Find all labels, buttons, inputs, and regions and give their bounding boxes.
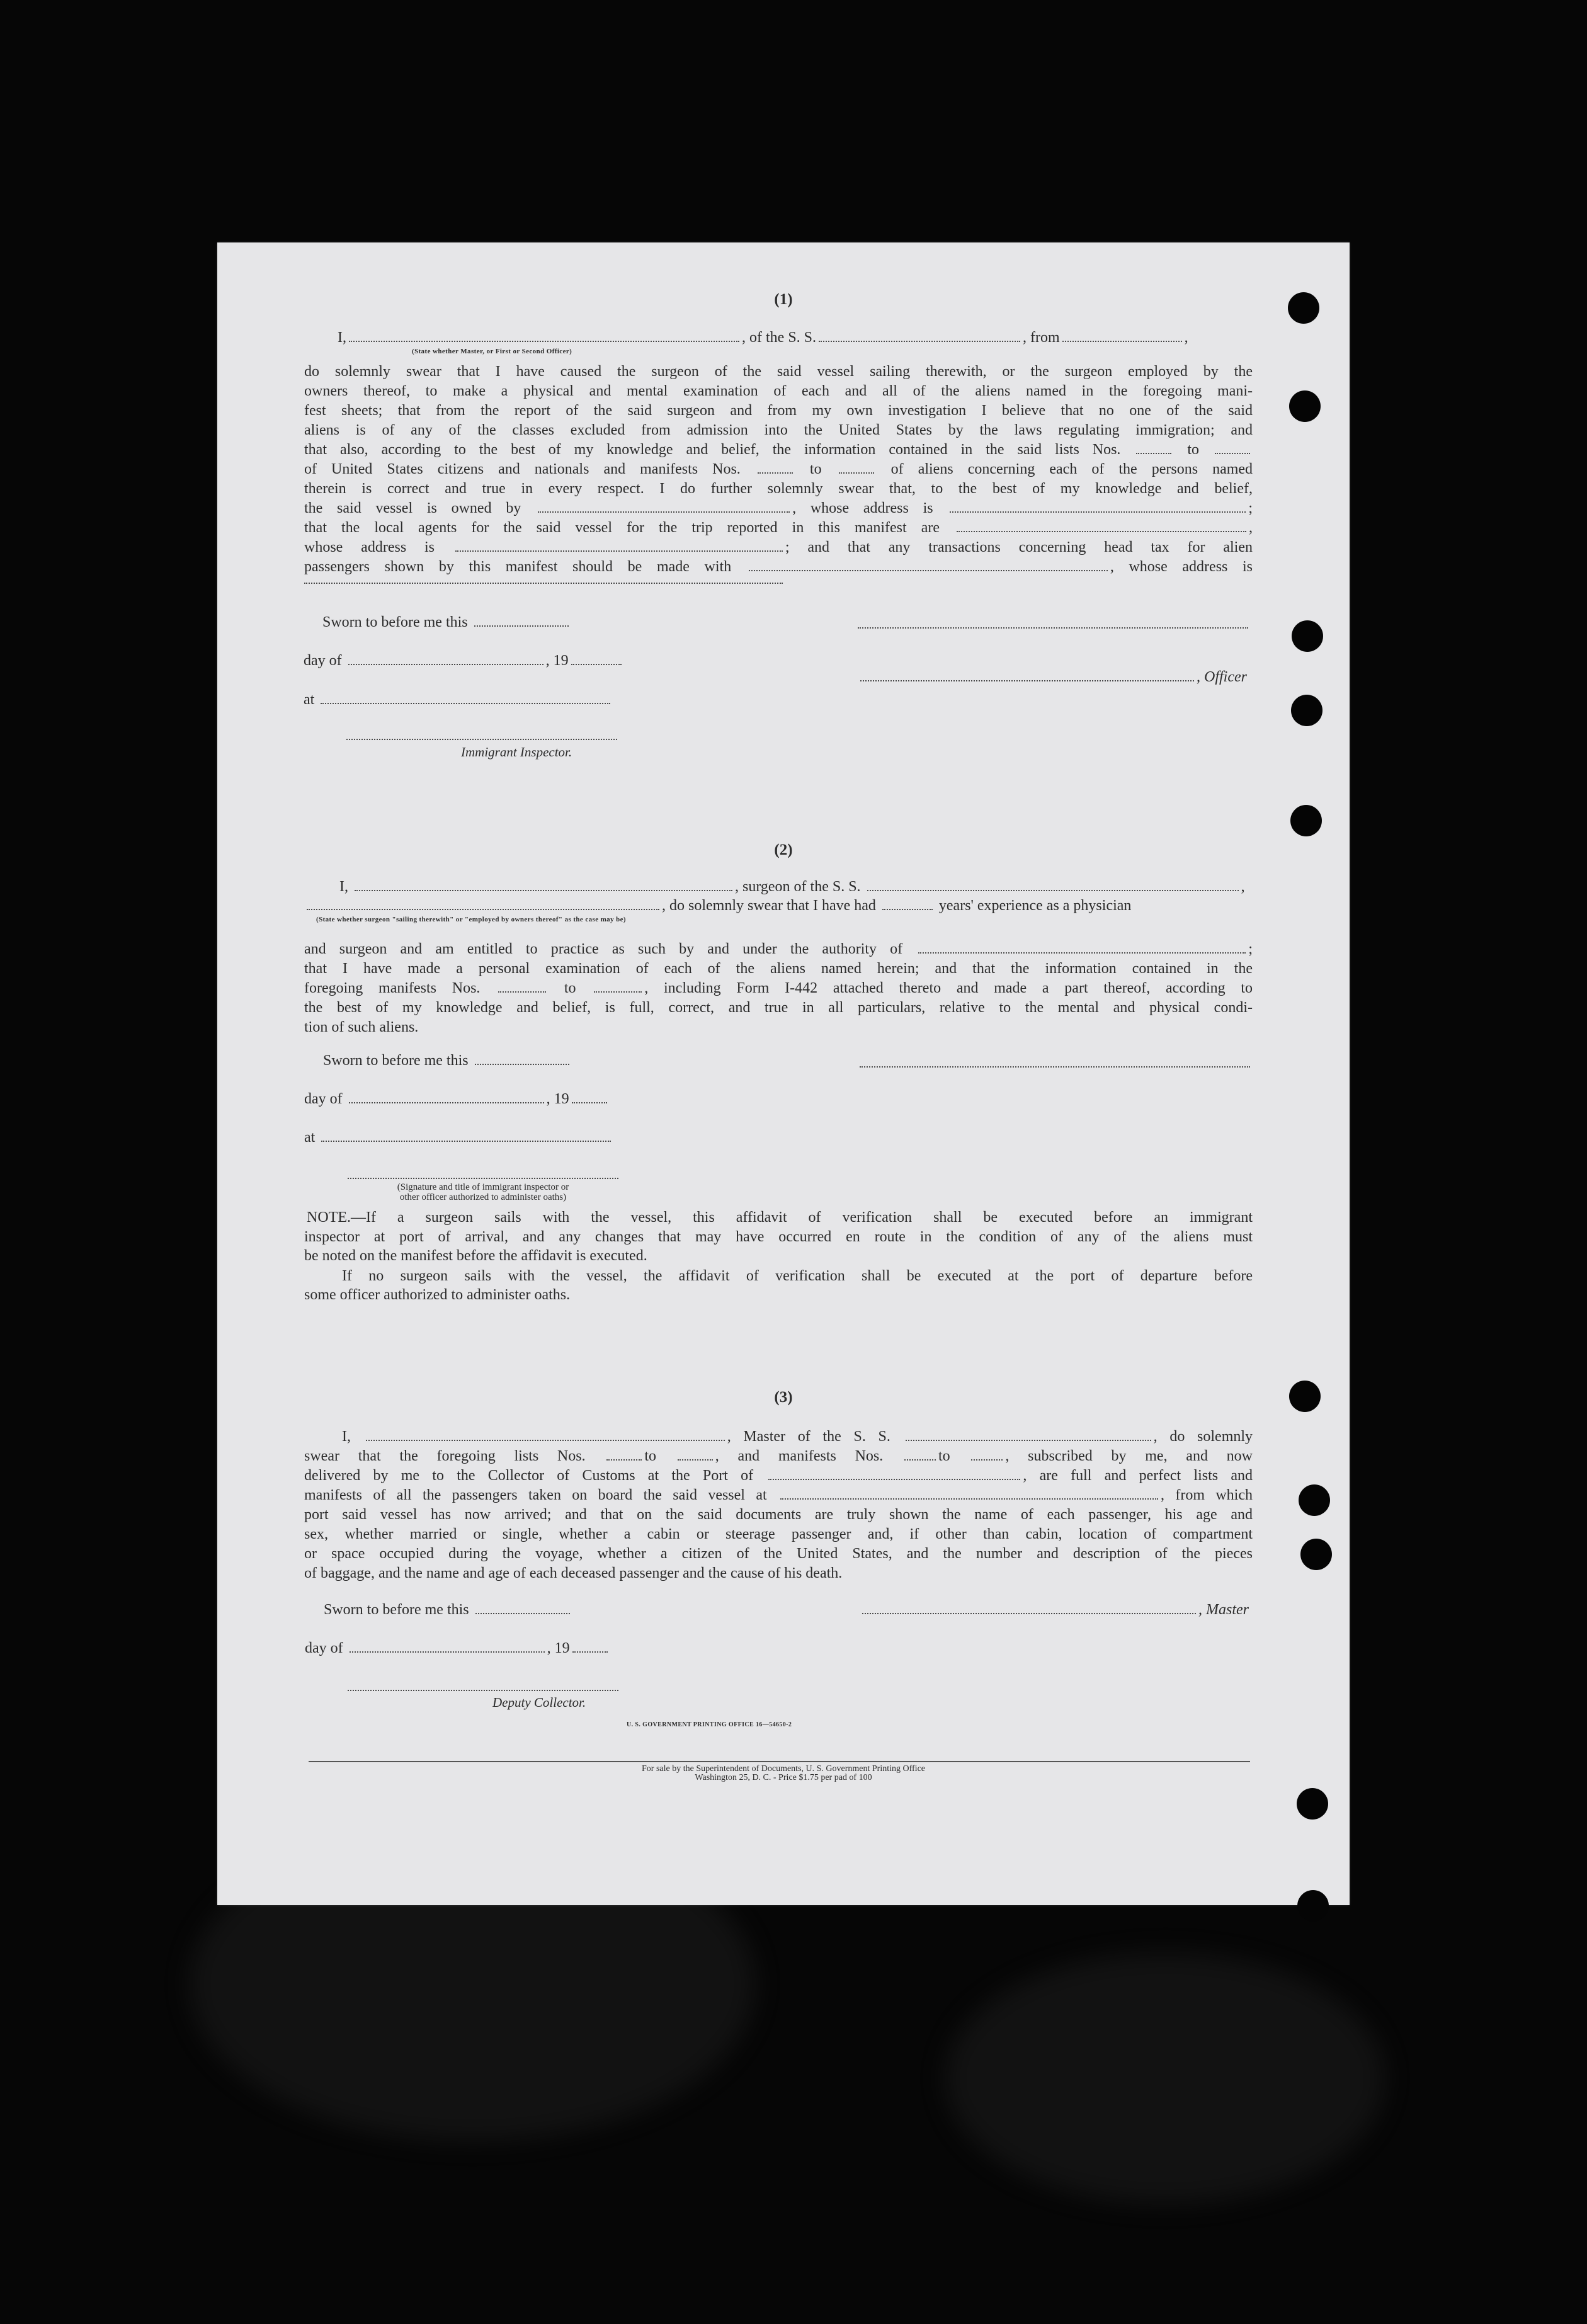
s1-at bbox=[304, 691, 613, 709]
s1-text: that also, according to the best of my knowledge and belief, the information contained in the said lists Nos. bbox=[304, 441, 1121, 458]
s2-text: , surgeon of the S. S. bbox=[735, 879, 861, 895]
s3-text: , and manifests Nos. bbox=[715, 1448, 884, 1464]
s3-para-line: port said vessel has now arrived; and that on the said documents are truly shown the name of each passenger, his age and bbox=[304, 1507, 1253, 1523]
blank-line bbox=[304, 583, 783, 584]
s1-text: Sworn to before me this bbox=[322, 614, 468, 630]
s3-text: , from which bbox=[1161, 1487, 1253, 1503]
s3-sworn bbox=[324, 1601, 572, 1619]
s1-text: , whose address is bbox=[1110, 559, 1253, 575]
s1-text: , Officer bbox=[1197, 669, 1247, 685]
s3-text: , Master of the S. S. bbox=[727, 1428, 890, 1445]
s1-text: to bbox=[809, 461, 822, 477]
s2-text: day of bbox=[304, 1091, 343, 1107]
s2-text: other officer authorized to administer oaths) bbox=[399, 1192, 567, 1202]
s2-text: years' experience as a physician bbox=[938, 897, 1132, 914]
s2-para-line: the best of my knowledge and belief, is full, correct, and true in all particulars, relative to the mental and physical condi- bbox=[304, 1000, 1253, 1016]
s3-text: day of bbox=[305, 1640, 343, 1656]
surgeon-signature-line bbox=[860, 1066, 1250, 1068]
s1-text: day of bbox=[304, 652, 342, 669]
binder-hole bbox=[1291, 695, 1322, 726]
s1-para-line bbox=[304, 538, 1253, 557]
s3-day bbox=[305, 1639, 610, 1657]
binder-hole bbox=[1299, 1484, 1330, 1516]
s1-text: to bbox=[1187, 441, 1200, 458]
s2-para-line: tion of such aliens. bbox=[304, 1019, 419, 1035]
section-3-number: (3) bbox=[774, 1389, 793, 1406]
s3-text: , are full and perfect lists and bbox=[1023, 1467, 1253, 1484]
binder-hole bbox=[1289, 390, 1321, 422]
s3-text: , 19 bbox=[547, 1640, 570, 1656]
s1-para-line: fest sheets; that from the report of the said surgeon and from my own investigation I believe that no one of the said bbox=[304, 402, 1253, 419]
s1-para-line: therein is correct and true in every respect. I do further solemnly swear that, to the best of my knowledge and belief, bbox=[304, 481, 1253, 497]
s2-text: I, bbox=[339, 879, 348, 895]
s2-text: , including Form I-442 attached thereto and made a part thereof, according to bbox=[644, 980, 1253, 996]
s2-text: and surgeon and am entitled to practice as such by and under the authority of bbox=[304, 941, 903, 957]
note-line: inspector at port of arrival, and any changes that may have occurred en route in the condition of any of the aliens must bbox=[304, 1229, 1253, 1245]
document-page bbox=[217, 242, 1350, 1905]
s3-para-line bbox=[304, 1466, 1253, 1486]
s1-para-line bbox=[304, 440, 1253, 460]
deputy-signature-line bbox=[348, 1690, 618, 1691]
s3-para-line bbox=[304, 1486, 1253, 1505]
s1-para-line bbox=[304, 460, 1253, 479]
s3-text: manifests of all the passengers taken on board the said vessel at bbox=[304, 1487, 767, 1503]
s1-para-line: owners thereof, to make a physical and mental examination of each and all of the aliens named in the foregoing mani- bbox=[304, 383, 1253, 399]
footer-sale bbox=[217, 1765, 1350, 1782]
s1-text: , of the S. S. bbox=[742, 329, 817, 346]
s3-text: I, bbox=[342, 1428, 351, 1445]
s2-para-line: that I have made a personal examination of each of the aliens named herein; and that the information contained in the bbox=[304, 960, 1253, 977]
s1-text: , whose address is bbox=[792, 500, 933, 516]
note-line: If no surgeon sails with the vessel, the affidavit of verification shall be executed at the port of departure before bbox=[342, 1268, 1253, 1284]
inspector-signature-line bbox=[348, 1178, 618, 1179]
s1-para-line: do solemnly swear that I have caused the surgeon of the said vessel sailing therewith, or the surgeon employed by the bbox=[304, 363, 1253, 380]
s2-para-line bbox=[304, 979, 1253, 998]
s3-master bbox=[860, 1601, 1249, 1619]
s1-para-line: the said vessel is owned by , whose address is ; bbox=[304, 500, 1253, 516]
s1-text: ; and that any transactions concerning head tax for alien bbox=[785, 539, 1253, 555]
s3-text: delivered by me to the Collector of Customs at the Port of bbox=[304, 1467, 754, 1484]
s1-text: whose address is bbox=[304, 539, 435, 555]
note-line: NOTE.—If a surgeon sails with the vessel, this affidavit of verification shall be executed before an immigrant bbox=[307, 1209, 1253, 1226]
binder-hole bbox=[1290, 805, 1322, 836]
s2-text: (Signature and title of immigrant inspector or bbox=[397, 1182, 569, 1192]
gpo-imprint: U. S. GOVERNMENT PRINTING OFFICE 16—54650-2 bbox=[627, 1721, 792, 1728]
s3-text: to bbox=[644, 1448, 657, 1464]
s3-text: Sworn to before me this bbox=[324, 1602, 469, 1618]
s2-day bbox=[304, 1090, 610, 1108]
footer-text: For sale by the Superintendent of Documents, U. S. Government Printing Office bbox=[642, 1764, 925, 1774]
s2-sworn bbox=[323, 1052, 572, 1069]
s2-para-line: and surgeon and am entitled to practice as such by and under the authority of ; bbox=[304, 941, 1253, 957]
s3-text: , do solemnly bbox=[1153, 1428, 1253, 1445]
inspector-signature-line bbox=[346, 739, 617, 740]
note-line: some officer authorized to administer oaths. bbox=[304, 1287, 571, 1303]
s2-text: foregoing manifests Nos. bbox=[304, 980, 481, 996]
s3-text: swear that the foregoing lists Nos. bbox=[304, 1448, 586, 1464]
s1-text: , from bbox=[1023, 329, 1060, 346]
s1-sworn bbox=[322, 613, 571, 631]
s2-text: Sworn to before me this bbox=[323, 1052, 469, 1069]
s3-text: , Master bbox=[1198, 1602, 1249, 1618]
note-line: be noted on the manifest before the affidavit is executed. bbox=[304, 1248, 647, 1264]
section-1-number: (1) bbox=[774, 291, 793, 308]
s3-text: to bbox=[938, 1448, 950, 1464]
s2-text: to bbox=[564, 980, 576, 996]
s3-para-line: or space occupied during the voyage, whether a citizen of the United States, and the number and description of the pieces bbox=[304, 1546, 1253, 1562]
s1-text: that the local agents for the said vessel for the trip reported in this manifest are bbox=[304, 520, 940, 536]
binder-hole bbox=[1297, 1788, 1328, 1820]
s1-text: the said vessel is owned by bbox=[304, 500, 521, 516]
s1-caption: (State whether Master, or First or Second Officer) bbox=[412, 348, 572, 355]
s3-para-line: of baggage, and the name and age of each deceased passenger and the cause of his death. bbox=[304, 1565, 843, 1581]
s1-inspector-label: Immigrant Inspector. bbox=[461, 744, 572, 760]
binder-hole bbox=[1297, 1890, 1329, 1922]
s1-para-line: that the local agents for the said vessel for the trip reported in this manifest are , bbox=[304, 520, 1253, 536]
s2-text: , 19 bbox=[546, 1091, 569, 1107]
s1-text: of aliens concerning each of the persons named bbox=[890, 461, 1253, 477]
s3-para-line: sex, whether married or single, whether a cabin or steerage passenger and, if other than cabin, location of compartment bbox=[304, 1526, 1253, 1542]
scan-noise bbox=[945, 1952, 1385, 2204]
s2-line-2 bbox=[304, 897, 1131, 914]
s2-text: , do solemnly swear that I have had bbox=[662, 897, 876, 914]
s3-line-1 bbox=[342, 1427, 1253, 1447]
binder-hole bbox=[1292, 620, 1323, 652]
footer-text: Washington 25, D. C. - Price $1.75 per pad of 100 bbox=[695, 1773, 872, 1782]
s1-text: I, bbox=[338, 329, 346, 346]
s1-text: , 19 bbox=[545, 652, 569, 669]
s3-para-line bbox=[304, 1447, 1253, 1466]
s1-day bbox=[304, 652, 624, 669]
s1-text: passengers shown by this manifest should be made with bbox=[304, 559, 732, 575]
s1-officer bbox=[858, 668, 1247, 686]
s1-para-line: aliens is of any of the classes excluded from admission into the United States by the laws regulating immigration; and bbox=[304, 422, 1253, 438]
s1-line-1: I, , of the S. S. , from , bbox=[338, 329, 1188, 346]
s2-text: at bbox=[304, 1129, 316, 1146]
s2-at bbox=[304, 1129, 613, 1146]
s3-deputy-label: Deputy Collector. bbox=[492, 1695, 586, 1710]
s1-text: of United States citizens and nationals and manifests Nos. bbox=[304, 461, 741, 477]
s2-line-1: I, , surgeon of the S. S. , bbox=[339, 879, 1245, 895]
s3-text: , subscribed by me, and now bbox=[1005, 1448, 1253, 1464]
footer-rule bbox=[309, 1761, 1250, 1762]
binder-hole bbox=[1300, 1539, 1332, 1570]
s1-para-line bbox=[304, 557, 1253, 577]
officer-signature-line bbox=[858, 627, 1248, 629]
s1-text: at bbox=[304, 692, 315, 708]
s2-caption: (State whether surgeon "sailing therewith" or "employed by owners thereof" as the case may be) bbox=[316, 916, 626, 923]
s2-sig-caption bbox=[348, 1182, 618, 1202]
section-2-number: (2) bbox=[774, 841, 793, 858]
